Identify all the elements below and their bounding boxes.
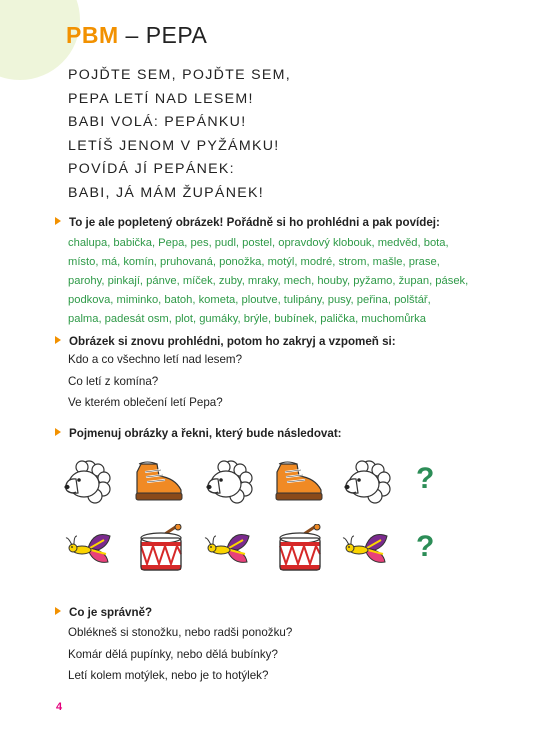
question-line: Co letí z komína? <box>68 374 159 388</box>
question-list <box>68 622 292 687</box>
poem-line: BABI VOLÁ: PEPÁNKU! <box>68 114 247 130</box>
title-name: PEPA <box>145 22 208 48</box>
question-list <box>68 349 242 414</box>
butterfly-icon <box>341 528 391 568</box>
poodle-icon <box>342 458 392 504</box>
drum-icon <box>137 524 185 574</box>
poem-line: PEPA LETÍ NAD LESEM! <box>68 90 254 107</box>
bullet-arrow-icon <box>55 428 61 436</box>
task-instruction <box>55 332 396 350</box>
word-line: parohy, pinkají, pánve, míček, zuby, mraky, mech, houby, pyžamo, župan, pásek, <box>68 275 469 287</box>
task-instruction <box>55 603 152 621</box>
poem-line: POVÍDÁ JÍ PEPÁNEK: <box>68 161 235 177</box>
bullet-arrow-icon <box>55 217 61 225</box>
task-text: Obrázek si znovu prohlédni, potom ho zakryj a vzpomeň si: <box>69 335 396 348</box>
question-line: Letí kolem motýlek, nebo je to hotýlek? <box>68 669 269 682</box>
poem-line: BABI, JÁ MÁM ŽUPÁNEK! <box>68 184 265 201</box>
question-line: Oblékneš si stonožku, nebo radši ponožku? <box>68 626 293 639</box>
poodle-icon <box>204 458 254 504</box>
word-line: palma, padesát osm, plot, gumáky, brýle, bubínek, palička, muchomůrka <box>68 313 426 325</box>
page-title <box>66 22 207 49</box>
page-number: 4 <box>56 701 63 713</box>
poem-line: LETÍŠ JENOM V PYŽÁMKU! <box>68 137 280 154</box>
shoe-icon <box>133 460 185 502</box>
task-text: Pojmenuj obrázky a řekni, který bude následovat: <box>69 427 342 440</box>
question-mark: ? <box>416 530 435 563</box>
drum-icon <box>276 524 324 574</box>
question-line: Ve kterém oblečení letí Pepa? <box>68 396 223 409</box>
word-list <box>68 234 493 329</box>
task-instruction <box>55 424 342 442</box>
word-line: místo, má, komín, pruhovaná, ponožka, motýl, modré, strom, mašle, prase, <box>68 256 440 268</box>
question-line: Kdo a co všechno letí nad lesem? <box>68 353 243 366</box>
poodle-icon <box>62 458 112 504</box>
bullet-arrow-icon <box>55 336 61 344</box>
task-instruction <box>55 213 440 231</box>
question-mark: ? <box>416 462 435 495</box>
poem <box>68 64 291 205</box>
title-separator: – <box>125 22 139 48</box>
word-line: chalupa, babička, Pepa, pes, pudl, postel, opravdový klobouk, medvěd, bota, <box>68 237 449 249</box>
title-code: PBM <box>66 22 119 48</box>
bullet-arrow-icon <box>55 607 61 615</box>
butterfly-icon <box>64 528 114 568</box>
word-line: podkova, miminko, batoh, kometa, ploutve, tulipány, pusy, peřina, polštář, <box>68 294 431 306</box>
task-text: Co je správně? <box>69 606 153 619</box>
butterfly-icon <box>203 528 253 568</box>
shoe-icon <box>273 460 325 502</box>
question-line: Komár dělá pupínky, nebo dělá bubínky? <box>68 647 278 661</box>
poem-line: POJĎTE SEM, POJĎTE SEM, <box>68 67 292 83</box>
task-text: To je ale popletený obrázek! Pořádně si ho prohlédni a pak povídej: <box>69 216 440 229</box>
